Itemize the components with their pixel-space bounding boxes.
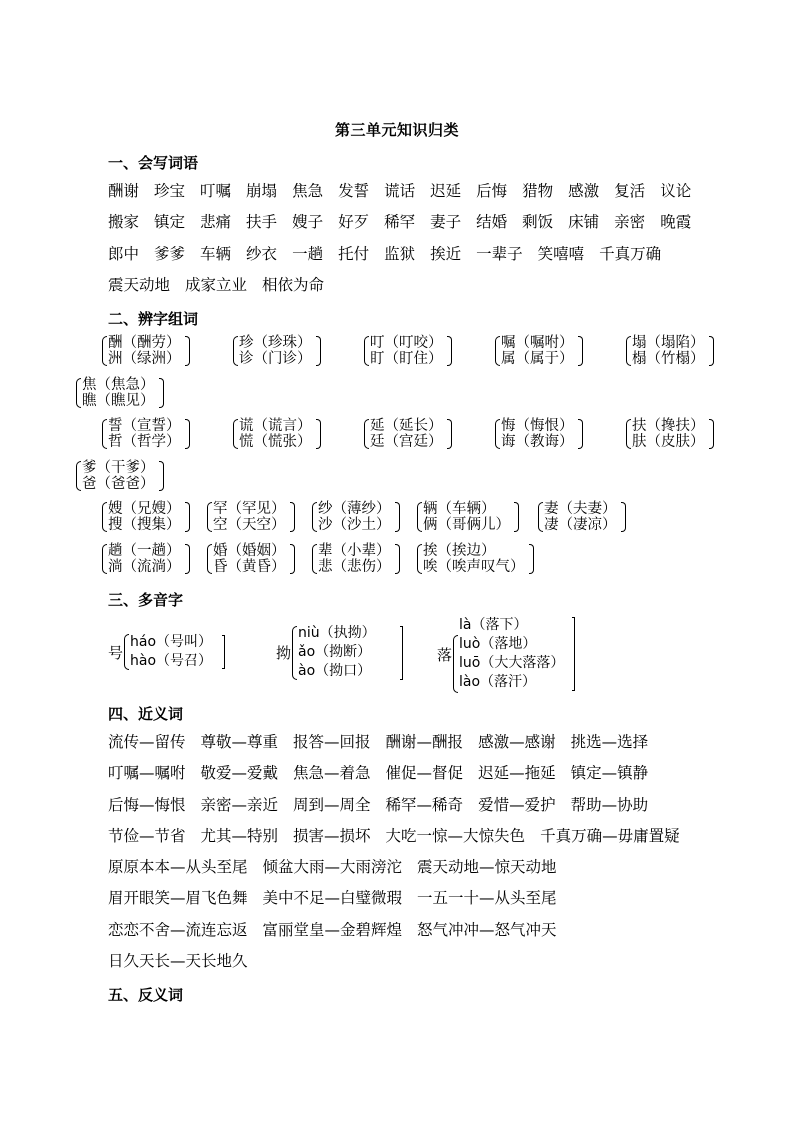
word-item: 议论	[660, 182, 692, 200]
pair-line: 扶（搀扶）	[632, 418, 705, 434]
word-item: 尤其—特别	[200, 827, 279, 845]
right-bracket	[290, 502, 295, 532]
pair-line: 肤（皮肤）	[632, 434, 705, 450]
section-heading-synonyms: 四、近义词	[108, 705, 184, 723]
word-item: 一五一十—从头至尾	[417, 889, 557, 907]
reading-line: háo（号叫）	[130, 634, 213, 650]
left-brace	[538, 502, 543, 532]
pair-line: 凄（凄凉）	[544, 517, 617, 533]
right-bracket	[290, 544, 295, 574]
word-item: 挑选—选择	[570, 733, 649, 751]
right-bracket	[572, 617, 575, 691]
left-brace	[124, 634, 129, 670]
char-pair-group	[233, 417, 321, 451]
synonym-row-6	[108, 888, 557, 908]
pair-line: 空（天空）	[213, 517, 286, 533]
left-brace	[417, 544, 422, 574]
left-brace	[626, 336, 631, 366]
left-brace	[102, 544, 107, 574]
pair-line: 叮（叮咬）	[370, 335, 443, 351]
synonym-row-5	[108, 857, 557, 877]
char-pair-group	[312, 500, 400, 534]
word-item: 稀罕	[384, 213, 416, 231]
word-item: 镇定—镇静	[570, 764, 649, 782]
left-brace	[312, 544, 317, 574]
word-item: 悲痛	[200, 213, 232, 231]
pair-line: 妻（夫妻）	[544, 501, 617, 517]
pair-line: 悔（悔恨）	[501, 418, 574, 434]
pair-line: 悲（悲伤）	[318, 559, 391, 575]
pair-line: 哲（哲学）	[108, 434, 181, 450]
right-bracket	[447, 336, 452, 366]
right-bracket	[316, 336, 321, 366]
right-bracket	[316, 419, 321, 449]
word-item: 挨近	[430, 245, 462, 263]
word-item: 剩饭	[522, 213, 554, 231]
pair-line: 盯（盯住）	[370, 351, 443, 367]
word-item: 大吃一惊—大惊失色	[385, 827, 526, 845]
left-brace	[364, 336, 369, 366]
right-bracket	[185, 419, 190, 449]
char-pair-group	[364, 334, 452, 368]
left-brace	[495, 336, 500, 366]
char-pair-group	[76, 376, 164, 410]
word-item: 感激—感谢	[478, 733, 556, 751]
reading-line: hào（号召）	[130, 653, 213, 669]
char-pair-group	[364, 417, 452, 451]
left-brace	[102, 336, 107, 366]
pair-line: 诲（教诲）	[501, 434, 574, 450]
pair-line: 辆（车辆）	[423, 501, 496, 517]
left-brace	[102, 502, 107, 532]
word-item: 尊敬—尊重	[200, 733, 279, 751]
reading-line: là（落下）	[459, 617, 528, 633]
word-item: 眉开眼笑—眉飞色舞	[108, 889, 248, 907]
reading-line: niù（执拗）	[298, 625, 376, 641]
word-item: 后悔—悔恨	[108, 796, 186, 814]
char-pair-group	[312, 542, 400, 576]
pair-line: 誓（宣誓）	[108, 418, 181, 434]
word-item: 怒气冲冲—怒气冲天	[417, 921, 557, 939]
word-item: 千真万确—毋庸置疑	[540, 827, 680, 845]
word-item: 酬谢—酬报	[385, 733, 464, 751]
word-item: 妻子	[430, 213, 462, 231]
section-heading-antonyms: 五、反义词	[108, 986, 184, 1004]
right-bracket	[514, 502, 519, 532]
word-item: 震天动地—惊天动地	[417, 858, 557, 876]
polyphonic-group-hao	[108, 633, 225, 671]
right-bracket	[709, 419, 714, 449]
pair-line: 挨（挨边）	[423, 543, 496, 559]
pair-line: 廷（宫廷）	[370, 434, 443, 450]
page-title: 第三单元知识归类	[334, 121, 459, 139]
word-item: 千真万确	[599, 245, 662, 263]
word-item: 监狱	[384, 245, 416, 263]
synonym-row-3	[108, 795, 648, 815]
word-item: 迟延	[430, 182, 462, 200]
char-pair-group	[495, 417, 583, 451]
polyphonic-group-luo	[437, 615, 575, 693]
right-bracket	[185, 544, 190, 574]
section-heading-vocabulary: 一、会写词语	[108, 154, 199, 172]
pair-line: 属（属于）	[501, 351, 574, 367]
right-bracket	[447, 419, 452, 449]
word-item: 笑嘻嘻	[537, 245, 585, 263]
char-pair-group	[538, 500, 626, 534]
word-item: 原原本本—从头至尾	[108, 858, 248, 876]
pair-line: 趟（一趟）	[108, 543, 181, 559]
right-bracket	[400, 626, 403, 680]
left-brace	[453, 635, 458, 693]
word-item: 周到—周全	[293, 796, 371, 814]
pair-line: 淌（流淌）	[108, 559, 181, 575]
pair-line: 延（延长）	[370, 418, 443, 434]
left-brace	[76, 378, 81, 408]
pair-line: 俩（哥俩儿）	[423, 517, 510, 533]
pair-line: 搜（搜集）	[108, 517, 181, 533]
char-pair-group	[626, 334, 714, 368]
word-item: 感激	[568, 182, 600, 200]
polyphonic-char: 落	[437, 645, 453, 664]
char-pair-group	[495, 334, 583, 368]
word-item: 倾盆大雨—大雨滂沱	[262, 858, 403, 876]
word-item: 一趟	[292, 245, 324, 263]
right-bracket	[578, 336, 583, 366]
reading-line: ào（拗口）	[298, 663, 372, 679]
word-item: 稀罕—稀奇	[385, 796, 464, 814]
word-item: 亲密	[614, 213, 646, 231]
left-brace	[495, 419, 500, 449]
synonym-row-7	[108, 920, 557, 940]
pair-line: 焦（焦急）	[82, 377, 155, 393]
left-brace	[207, 502, 212, 532]
right-bracket	[709, 336, 714, 366]
right-bracket	[578, 419, 583, 449]
reading-line: luò（落地）	[459, 636, 537, 652]
word-item: 谎话	[384, 182, 416, 200]
word-item: 焦急—着急	[293, 764, 371, 782]
polyphonic-char: 号	[108, 643, 124, 662]
left-brace	[76, 461, 81, 491]
word-item: 酬谢	[108, 182, 140, 200]
polyphonic-group-ao	[276, 624, 403, 681]
word-item: 发誓	[338, 182, 370, 200]
word-item: 震天动地	[108, 276, 171, 294]
word-item: 帮助—协助	[570, 796, 649, 814]
char-pair-group	[207, 542, 295, 576]
word-item: 纱衣	[246, 245, 278, 263]
pair-line: 洲（绿洲）	[108, 351, 181, 367]
left-brace	[312, 502, 317, 532]
pair-line: 辈（小辈）	[318, 543, 391, 559]
left-brace	[626, 419, 631, 449]
char-pair-group	[417, 542, 534, 576]
right-bracket	[222, 635, 225, 669]
char-pair-group	[626, 417, 714, 451]
word-item: 珍宝	[154, 182, 186, 200]
word-item: 猎物	[522, 182, 554, 200]
right-bracket	[529, 544, 534, 574]
word-item: 催促—督促	[385, 764, 464, 782]
word-item: 爱惜—爱护	[478, 796, 556, 814]
word-item: 叮嘱—嘱咐	[108, 764, 186, 782]
left-brace	[364, 419, 369, 449]
left-brace	[417, 502, 422, 532]
word-item: 后悔	[476, 182, 508, 200]
pair-line: 塌（塌陷）	[632, 335, 705, 351]
pair-line: 瞧（瞧见）	[82, 393, 155, 409]
vocab-row-3	[108, 244, 661, 264]
word-item: 车辆	[200, 245, 232, 263]
pair-line: 榻（竹榻）	[632, 351, 705, 367]
word-item: 亲密—亲近	[200, 796, 279, 814]
left-brace	[102, 419, 107, 449]
char-pair-group	[102, 500, 190, 534]
vocab-row-2	[108, 212, 691, 232]
char-pair-group	[207, 500, 295, 534]
char-pair-group	[102, 334, 190, 368]
reading-line: lào（落汗）	[459, 674, 537, 690]
pair-line: 酬（酬劳）	[108, 335, 181, 351]
word-item: 恋恋不舍—流连忘返	[108, 921, 248, 939]
left-brace	[207, 544, 212, 574]
left-brace	[292, 626, 297, 680]
pair-line: 纱（薄纱）	[318, 501, 391, 517]
right-bracket	[185, 502, 190, 532]
word-item: 报答—回报	[293, 733, 371, 751]
word-item: 相依为命	[262, 276, 325, 294]
char-pair-group	[417, 500, 519, 534]
synonym-row-2	[108, 763, 648, 783]
word-item: 床铺	[568, 213, 600, 231]
pair-line: 嫂（兄嫂）	[108, 501, 181, 517]
synonym-row-1	[108, 732, 648, 752]
section-heading-polyphonic: 三、多音字	[108, 591, 184, 609]
reading-line: luō（大大落落）	[459, 655, 565, 671]
word-item: 镇定	[154, 213, 186, 231]
right-bracket	[159, 461, 164, 491]
word-item: 叮嘱	[200, 182, 232, 200]
pair-line: 昏（黄昏）	[213, 559, 286, 575]
word-item: 焦急	[292, 182, 324, 200]
word-item: 郎中	[108, 245, 140, 263]
word-item: 节俭—节省	[108, 827, 186, 845]
word-item: 爹爹	[154, 245, 186, 263]
word-item: 损害—损坏	[293, 827, 371, 845]
char-pair-group	[102, 542, 190, 576]
pair-line: 爹（干爹）	[82, 460, 155, 476]
vocab-row-4	[108, 275, 324, 295]
word-item: 富丽堂皇—金碧辉煌	[262, 921, 403, 939]
word-item: 扶手	[246, 213, 278, 231]
word-item: 敬爱—爱戴	[200, 764, 279, 782]
char-pair-group	[233, 334, 321, 368]
word-item: 复活	[614, 182, 646, 200]
word-item: 结婚	[476, 213, 508, 231]
char-pair-group	[102, 417, 190, 451]
word-item: 搬家	[108, 213, 140, 231]
left-brace	[233, 419, 238, 449]
synonym-row-8	[108, 951, 248, 971]
word-item: 流传—留传	[108, 733, 186, 751]
pair-line: 爸（爸爸）	[82, 476, 155, 492]
word-item: 好歹	[338, 213, 370, 231]
char-pair-group	[76, 459, 164, 493]
word-item: 一辈子	[476, 245, 523, 263]
pair-line: 沙（沙土）	[318, 517, 391, 533]
pair-line: 罕（罕见）	[213, 501, 286, 517]
right-bracket	[621, 502, 626, 532]
word-item: 迟延—拖延	[478, 764, 556, 782]
word-item: 崩塌	[246, 182, 278, 200]
right-bracket	[185, 336, 190, 366]
pair-line: 谎（谎言）	[239, 418, 312, 434]
right-bracket	[395, 502, 400, 532]
pair-line: 诊（门诊）	[239, 351, 312, 367]
word-item: 成家立业	[185, 276, 248, 294]
word-item: 日久天长—天长地久	[108, 952, 248, 970]
pair-line: 慌（慌张）	[239, 434, 312, 450]
pair-line: 唉（唉声叹气）	[423, 559, 525, 575]
pair-line: 嘱（嘱咐）	[501, 335, 574, 351]
vocab-row-1	[108, 181, 691, 201]
pair-line: 珍（珍珠）	[239, 335, 312, 351]
polyphonic-char: 拗	[276, 644, 292, 662]
left-brace	[233, 336, 238, 366]
word-item: 晚霞	[660, 213, 692, 231]
right-bracket	[395, 544, 400, 574]
right-bracket	[159, 378, 164, 408]
pair-line: 婚（婚姻）	[213, 543, 286, 559]
word-item: 美中不足—白璧微瑕	[262, 889, 403, 907]
synonym-row-4	[108, 826, 680, 846]
word-item: 托付	[338, 245, 370, 263]
reading-line: ǎo（拗断）	[298, 644, 372, 660]
section-heading-distinguish-characters: 二、辨字组词	[108, 310, 199, 328]
word-item: 嫂子	[292, 213, 324, 231]
